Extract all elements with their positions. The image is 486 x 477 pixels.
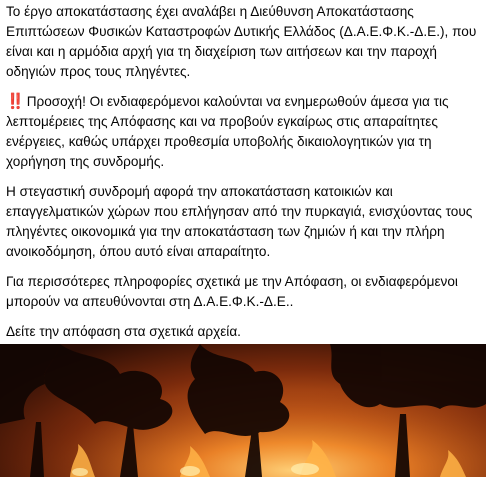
paragraph-restoration-authority: Το έργο αποκατάστασης έχει αναλάβει η Διεύθυνση Αποκατάστασης Επιπτώσεων Φυσικών Καταστροφών Δυτικής Ελλάδος (Δ.Α.Ε.Φ.Κ.-Δ.Ε.), που είναι και η αρμόδια αρχή για τη διαχείριση των αιτήσεων και την παροχή οδηγιών προς τους πληγέντες.: [6, 4, 477, 79]
paragraph-more-info: Για περισσότερες πληροφορίες σχετικά με την Απόφαση, οι ενδιαφερόμενοι μπορούν να απευθύνονται στη Δ.Α.Ε.Φ.Κ.-Δ.Ε..: [6, 274, 458, 309]
paragraph-attention-text: Προσοχή! Οι ενδιαφερόμενοι καλούνται να ενημερωθούν άμεσα για τις λεπτομέρειες της Απόφασης και να προβούν εγκαίρως στις απαραίτητες ενέργειες, καθώς υπάρχει προθεσμία υποβολής δικαιολογητικών για τη χορήγηση της συνδρομής.: [6, 94, 449, 169]
paragraph-housing-support: Η στεγαστική συνδρομή αφορά την αποκατάσταση κατοικιών και επαγγελματικών χώρων που επλήγησαν από την πυρκαγιά, ενισχύοντας τους πληγέντες οικονομικά για την αποκατάσταση των ζημιών ή και την πλήρη ανοικοδόμηση, όπου αυτό είναι απαραίτητο.: [6, 184, 473, 259]
forest-fire-photo[interactable]: [0, 344, 486, 477]
paragraph-see-files: Δείτε την απόφαση στα σχετικά αρχεία.: [6, 324, 241, 339]
fire-scene-graphic: [0, 344, 486, 477]
paragraph-attention: [6, 92, 478, 172]
double-exclamation-icon: ‼️: [6, 93, 22, 110]
